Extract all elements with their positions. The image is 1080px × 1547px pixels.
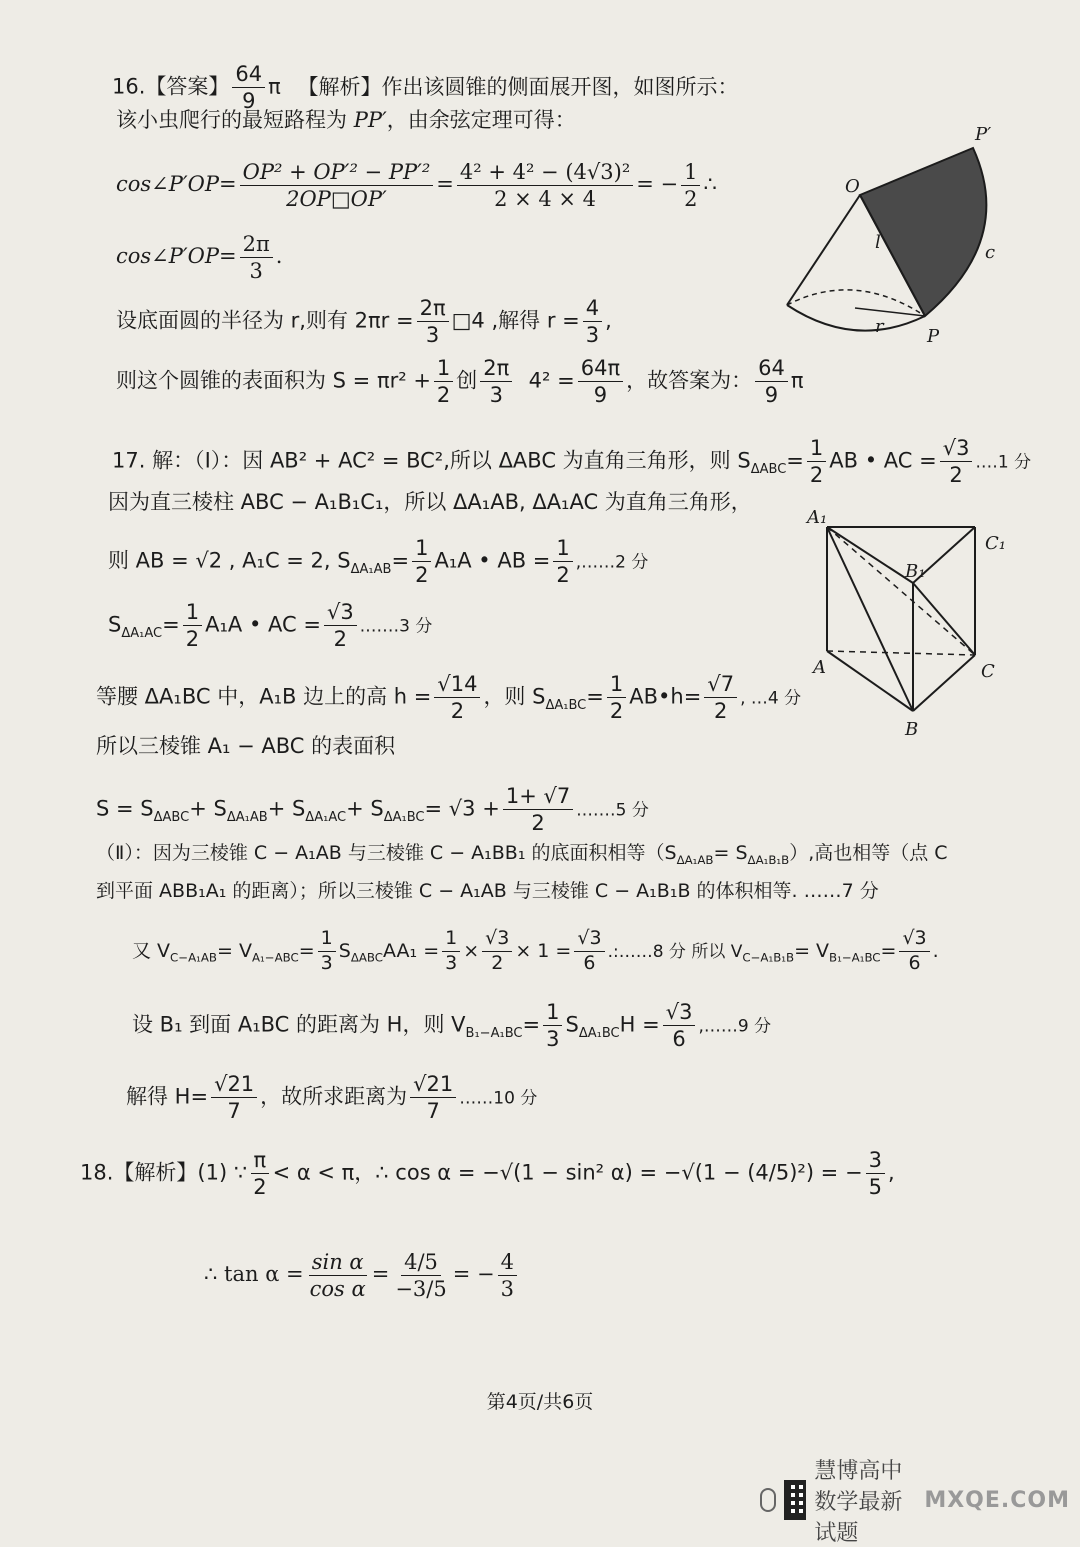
label-A1: A₁ xyxy=(807,507,828,528)
qr-code-icon xyxy=(784,1480,806,1520)
wechat-icon xyxy=(760,1488,776,1512)
q17-line-4: $S_{\Delta A_1AC}=$ $\frac{1}{2}$ A₁A • AC = $\frac{√3}{2}$ .……3 分 xyxy=(108,600,433,652)
label-c: c xyxy=(985,242,996,263)
label-B: B xyxy=(905,719,919,740)
edge-B1C xyxy=(913,583,975,655)
q17-line-10: 又 $V_{C-A_1AB}= V_{A_1-ABC}=$ $\frac{1}{3}$ $S_{\Delta ABC}AA_1$ = $\frac{1}{3}$ × $\frac{√3}{2}$ × 1 = $\frac{√3}{6}$ .:……8 分 所以 $V_{C-A_1B_1B}= V_{B_1-A_1BC}=$ $\frac{√3}{6}$ . xyxy=(132,927,939,974)
label-P-prime: P′ xyxy=(975,124,992,145)
q16-answer-line: 16.【答案】 $\frac{64}{9}$ π 【解析】作出该圆锥的侧面展开图，如图所示： xyxy=(112,62,739,114)
q17-line-3: 则 AB = √2 , A₁C = 2, $S_{\Delta A_1AB}=$ $\frac{1}{2}$ A₁A • AB = $\frac{1}{2}$ ,……2 分 xyxy=(108,536,649,588)
label-C1: C₁ xyxy=(985,533,1006,554)
watermark xyxy=(760,1458,1070,1546)
q18-line-1: 18.【解析】(1) ∵ $\frac{\pi}{2}$ < α < π，∴ cos α = −√(1 − sin² α) = −√(1 − (4/5)²) = − $\frac{3}{5}$ , xyxy=(80,1148,895,1200)
q17-line-1: 17. 解：（Ⅰ）：因 AB² + AC² = BC²,所以 ΔABC 为直角三角形，则 $S_{\Delta ABC}=$ $\frac{1}{2}$ AB • AC = $\frac{√3}{2}$ .…1 分 xyxy=(112,436,1032,488)
q16-answer-fraction: $\frac{64}{9}$ xyxy=(232,62,265,113)
q16-surface-area-line: 则这个圆锥的表面积为 S = πr² + $\frac{1}{2}$ 创 $\frac{2\pi}{3}$ 4² = $\frac{64\pi}{9}$ ，故答案为： $\frac{64}{9}$ π xyxy=(116,356,804,408)
label-C: C xyxy=(981,661,995,682)
label-A: A xyxy=(813,657,826,678)
watermark-brand: MXQE.COM xyxy=(924,1487,1070,1513)
q17-line-9: 到平面 ABB₁A₁ 的距离）；所以三棱锥 C − A₁AB 与三棱锥 C − A₁B₁B 的体积相等. ……7 分 xyxy=(96,880,879,902)
q16-line-2: 该小虫爬行的最短路程为 PP′，由余弦定理可得： xyxy=(116,108,576,132)
page-footer: 第4页/共6页 xyxy=(486,1391,594,1413)
cone-unfolding-figure xyxy=(775,120,1045,350)
q17-line-12: 解得 H= $\frac{√21}{7}$ ，故所求距离为 $\frac{√21}{7}$ ……10 分 xyxy=(126,1072,538,1124)
q16-cosine-result: cos∠P′OP= $\frac{2\pi}{3}$ . xyxy=(116,232,283,284)
q16-label: 16.【答案】 xyxy=(112,74,230,99)
q17-line-8: （Ⅱ）：因为三棱锥 C − A₁AB 与三棱锥 C − A₁BB₁ 的底面积相等$(S_{\Delta A_1AB}= S_{\Delta A_1B_1B})$,高也相等（点 C xyxy=(96,842,948,867)
label-l: l xyxy=(875,232,881,253)
triangular-prism-figure xyxy=(805,505,1020,745)
edge-AB xyxy=(827,651,913,711)
q16-radius-line: 设底面圆的半径为 r,则有 2πr = $\frac{2\pi}{3}$ □4 ,解得 r = $\frac{4}{3}$ , xyxy=(116,296,612,348)
label-B1: B₁ xyxy=(905,561,926,582)
q16-cosine-equation: cos∠P′OP= $\frac{\text{OP² + OP′² − PP′²}}{2OP□OP'}$ = $\frac{\text{4² + 4² − (4√3)²}}{2 \times 4 \times 4}$ = − $\frac{1}{2}$ ∴ xyxy=(116,160,717,212)
cone-base-back xyxy=(787,290,925,316)
edge-AC-hidden xyxy=(827,651,975,655)
q18-line-2: ∴ tan α = $\frac{\text{sin α}}{\text{cos α}}$ = $\frac{4/5}{-3/5}$ = − $\frac{4}{3}$ xyxy=(204,1250,520,1301)
q17-line-11: 设 B₁ 到面 A₁BC 的距离为 H，则 $V_{B_1-A_1BC}=$ $\frac{1}{3}$ $S_{\Delta A_1BC}H$ = $\frac{√3}{6}$ ,……9 分 xyxy=(132,1000,772,1052)
label-r: r xyxy=(875,316,884,337)
cone-generatrix-left xyxy=(787,195,860,305)
q17-line-5: 等腰 ΔA₁BC 中，A₁B 边上的高 h = $\frac{√14}{2}$ ，则 $S_{\Delta A_1BC}=$ $\frac{1}{2}$ AB•h= $\frac{√7}{2}$ , …4 分 xyxy=(96,672,802,724)
watermark-text: 慧博高中数学最新试题 xyxy=(814,1458,903,1546)
edge-BC xyxy=(913,655,975,711)
label-O: O xyxy=(845,176,860,197)
q17-line-2: 因为直三棱柱 ABC − A₁B₁C₁，所以 ΔA₁AB, ΔA₁AC 为直角三角形， xyxy=(108,490,752,514)
q17-line-7: $S = S_{\Delta ABC}+ S_{\Delta A_1AB}+ S_{\Delta A_1AC}+ S_{\Delta A_1BC}= √3$ + $\frac{1+ √7}{2}$ .……5 分 xyxy=(96,784,649,836)
q17-line-6: 所以三棱锥 A₁ − ABC 的表面积 xyxy=(96,734,396,758)
q16-analysis: 【解析】作出该圆锥的侧面展开图，如图所示： xyxy=(297,74,739,99)
cone-radius-r xyxy=(855,308,925,316)
label-P: P xyxy=(927,326,940,347)
